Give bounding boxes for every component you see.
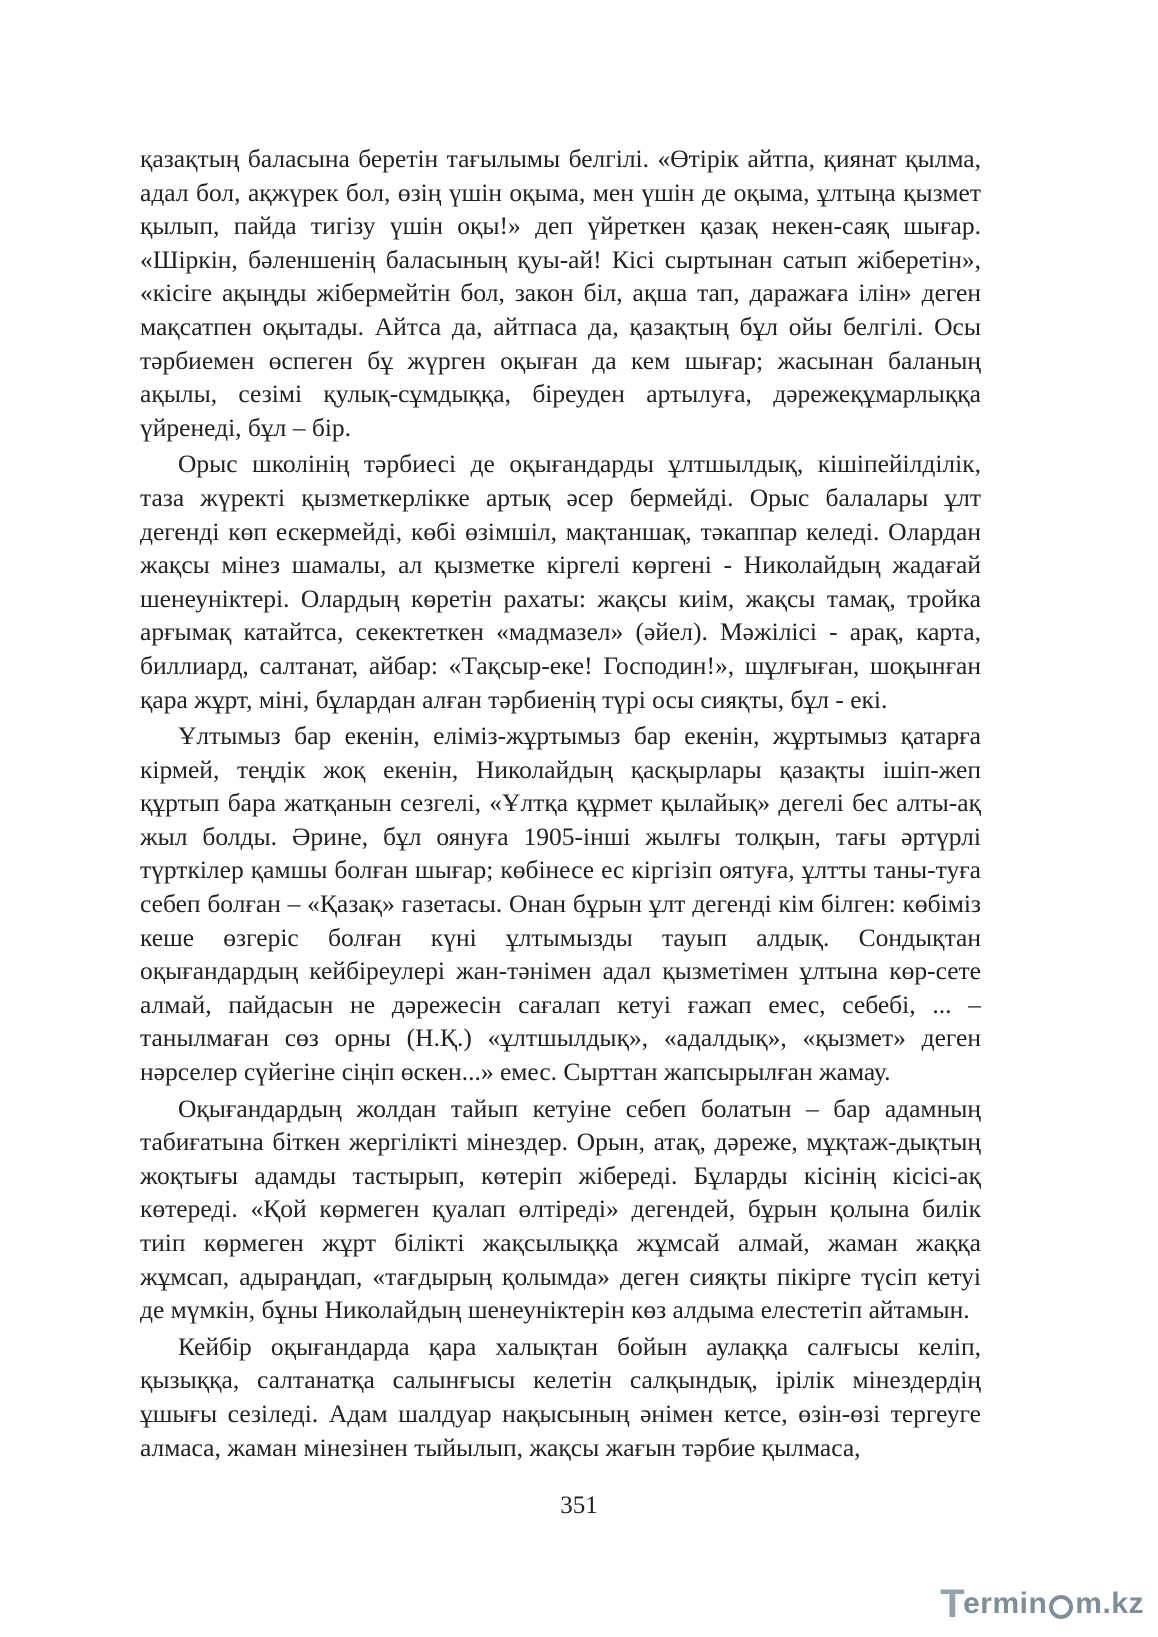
circle-o-icon: [1049, 1595, 1073, 1619]
paragraph-1: қазақтың баласына беретін тағылымы белгілі. «Өтірік айтпа, қиянат қылма, адал бол, ақжүрек бол, өзің үшін оқыма, мен үшін де оқыма, ұлтыңа қызмет қылып, пайда тигізу үшін оқы!» деп үйреткен қазақ некен-саяқ шығар. «Шіркін, бәленшенің баласының қуы-ай! Кісі сыртынан сатып жіберетін», «кісіге ақыңды жібермейтін бол, закон біл, ақша тап, даражаға ілін» деген мақсатпен оқытады. Айтса да, айтпаса да, қазақтың бұл ойы белгілі. Осы тәрбиемен өспеген бұ жүрген оқыған да кем шығар; жасынан баланың ақылы, сезімі қулық-сұмдыққа, біреуден артылуға, дәрежеқұмарлыққа үйренеді, бұл – бір.: [140, 144, 981, 442]
paragraph-3: Ұлтымыз бар екенін, еліміз-жұртымыз бар екенін, жұртымыз қатарға кірмей, теңдік жоқ екенін, Николайдың қасқырлары қазақты ішіп-жеп құртып бара жатқанын сезгелі, «Ұлтқа құрмет қылайық» дегелі бес алты-ақ жыл болды. Әрине, бұл оянуға 1905-інші жылғы толқын, тағы әртүрлі түрткілер қамшы болған шығар; көбінесе ес кіргізіп оятуға, ұлтты таны-туға себеп болған – «Қазақ» газетасы. Онан бұрын ұлт дегенді кім білген: көбіміз кеше өзгеріс болған күні ұлтымызды тауып алдық. Сондықтан оқығандардың кейбіреулері жан-тәнімен адал қызметімен ұлтына көр-сете алмай, пайдасын не дәрежесін сағалап кетуі ғажап емес, себебі, ... – танылмаған сөз орны (Н.Қ.) «ұлтшылдық», «адалдық», «қызмет» деген нәрселер сүйегіне сіңіп өскен...» емес. Сырттан жапсырылған жамау.: [140, 721, 981, 1087]
page-body-text: [140, 142, 981, 1464]
watermark-letter-t: T: [940, 1581, 966, 1626]
paragraph-5: Кейбір оқығандарда қара халықтан бойын аулаққа салғысы келіп, қызыққа, салтанатқа салынғысы келетін салқындық, ірілік мінездердің ұшығы сезіледі. Адам шалдуар нақысының әнімен кетсе, өзін-өзі тергеуге алмаса, жаман мінезінен тыйылып, жақсы жағын тәрбие қылмаса,: [140, 1331, 981, 1462]
page-number: 351: [560, 1492, 598, 1519]
watermark-text-middle: ermin: [963, 1587, 1048, 1620]
paragraph-2: Орыс школінің тәрбиесі де оқығандарды ұлтшылдық, кішіпейілділік, таза жүректі қызметкерлікке артық әсер бермейді. Орыс балалары ұлт дегенді көп ескермейді, көбі өзімшіл, мақтаншақ, тәкаппар келеді. Олардан жақсы мінез шамалы, ал қызметке кіргелі көргені - Николайдың жадағай шенеуніктері. Олардың көретін рахаты: жақсы киім, жақсы тамақ, тройка арғымақ катайтса, секектеткен «мадмазел» (әйел). Мәжілісі - арақ, карта, биллиард, салтанат, айбар: «Тақсыр-еке! Господин!», шұлғыған, шоқынған қара жұрт, міні, бұлардан алған тәрбиенің түрі осы сияқты, бұл - екі.: [140, 449, 981, 714]
paragraph-4: Оқығандардың жолдан тайып кетуіне себеп болатын – бар адамның табиғатына біткен жергілікті мінездер. Орын, атақ, дәреже, мұқтаж-дықтың жоқтығы адамды тастырып, көтеріп жібереді. Бұларды кісінің кісісі-ақ көтереді. «Қой көрмеген қуалап өлтіреді» дегендей, бұрын қолына билік тиіп көрмеген жұрт білікті жақсылыққа жұмсай алмай, жаман жаққа жұмсап, адыраңдап, «тағдырың қолымда» деген сияқты пікірге түсіп кетуі де мүмкін, бұны Николайдың шенеуніктерін көз алдыма елестетіп айтамын.: [140, 1093, 981, 1325]
watermark-text-suffix: m.kz: [1075, 1587, 1144, 1620]
termincom-watermark-logo: [940, 1581, 1144, 1627]
